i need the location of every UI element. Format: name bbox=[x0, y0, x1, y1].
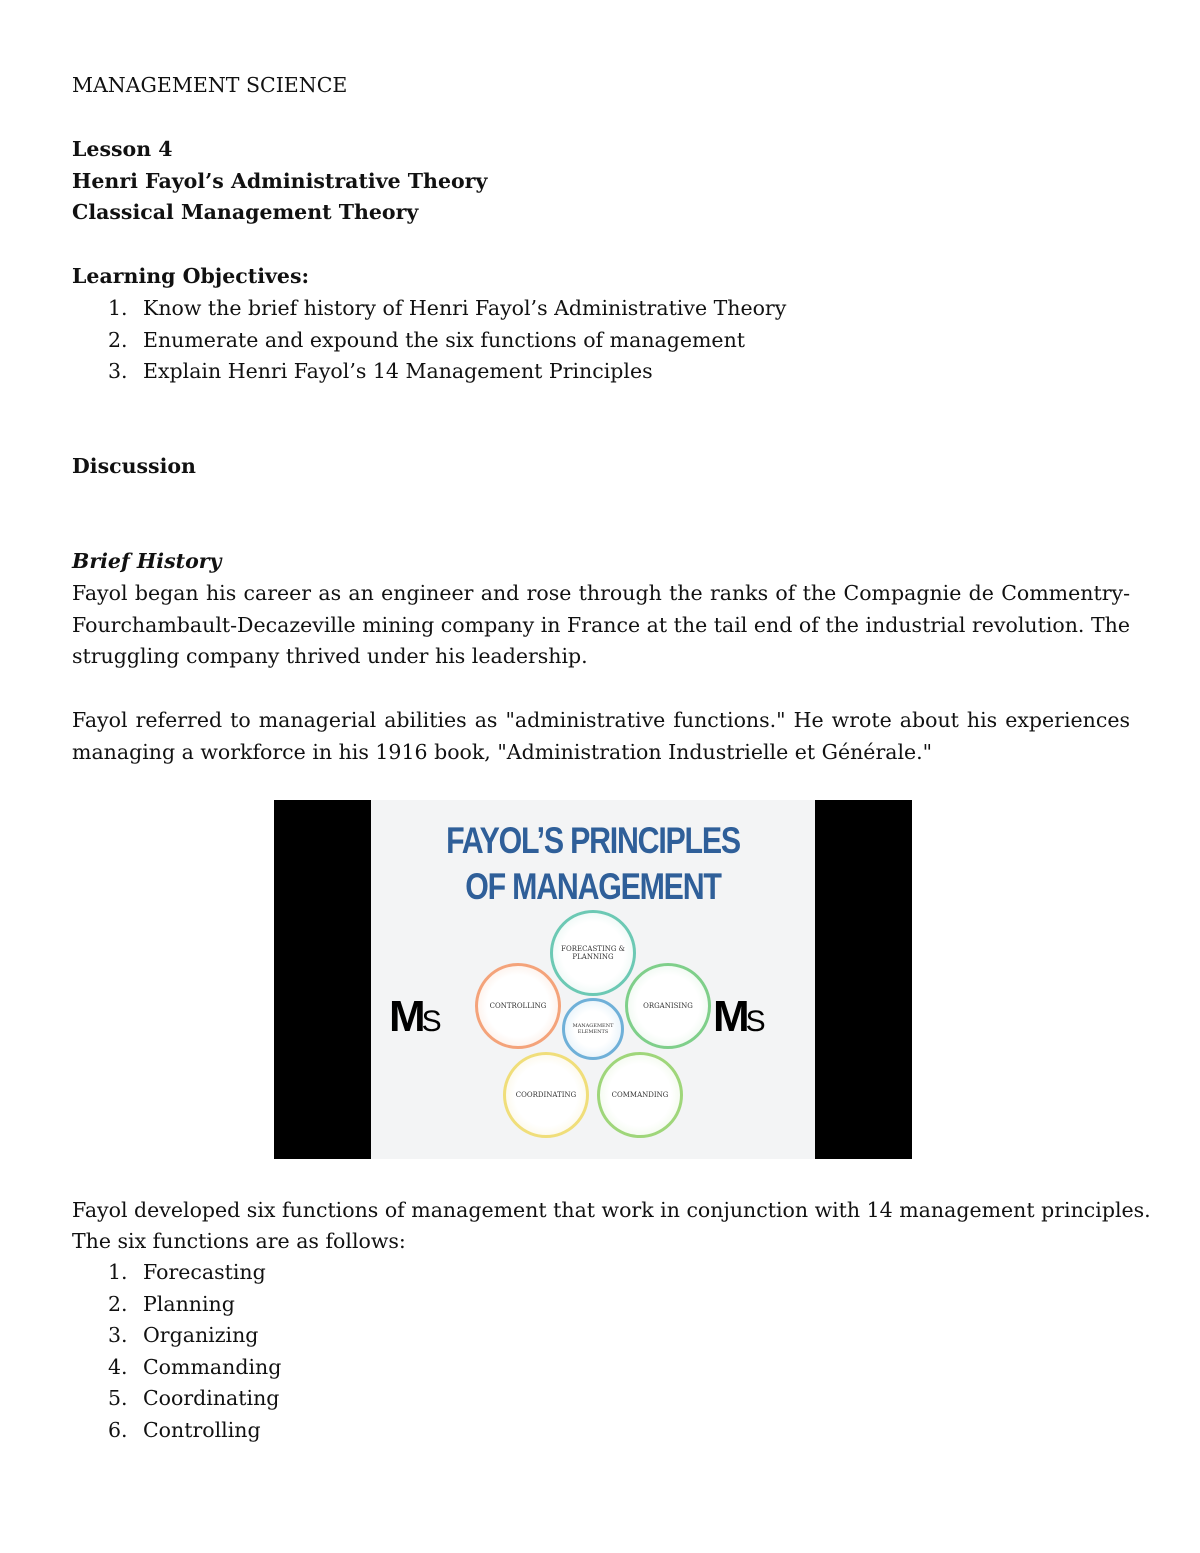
list-item: 3. Organizing bbox=[108, 1323, 259, 1348]
node-controlling: CONTROLLING bbox=[475, 963, 561, 1049]
list-item: 4. Commanding bbox=[108, 1354, 282, 1379]
fayol-principles-image bbox=[274, 800, 912, 1159]
lesson-subtitle: Classical Management Theory bbox=[72, 200, 419, 224]
history-heading: Brief History bbox=[72, 549, 222, 573]
ms-logo-left: MS bbox=[389, 992, 438, 1041]
ms-logo-right: MS bbox=[713, 992, 762, 1041]
node-coordinating: COORDINATING bbox=[503, 1052, 589, 1138]
course-title: MANAGEMENT SCIENCE bbox=[72, 73, 348, 97]
list-item: 1. Forecasting bbox=[108, 1260, 266, 1284]
node-commanding: COMMANDING bbox=[597, 1052, 683, 1138]
functions-list bbox=[72, 1257, 281, 1447]
history-paragraph-1: Fayol began his career as an engineer and rose through the ranks of the Compagnie de Commentry- Fourchambault-Decazeville mining company in France at the tail end of the industrial revolution. The struggling company thrived under his leadership. bbox=[72, 581, 1130, 668]
objectives-heading: Learning Objectives: bbox=[72, 264, 310, 288]
history-paragraph-2: Fayol referred to managerial abilities as "administrative functions." He wrote about his experiences managing a workforce in his 1916 book, "Administration Industrielle et Générale." bbox=[72, 708, 1130, 764]
discussion-heading: Discussion bbox=[72, 454, 196, 478]
node-management-elements: MANAGEMENT ELEMENTS bbox=[562, 998, 624, 1060]
functions-intro-line2: The six functions are as follows: bbox=[72, 1229, 406, 1253]
lesson-number: Lesson 4 bbox=[72, 137, 173, 161]
functions-intro-line1: Fayol developed six functions of management that work in conjunction with 14 management principles. bbox=[72, 1198, 1151, 1222]
list-item: 6. Controlling bbox=[108, 1417, 261, 1442]
list-item: 1. Know the brief history of Henri Fayol’s Administrative Theory bbox=[108, 296, 787, 320]
figure-title-line1: FAYOL’S PRINCIPLES bbox=[446, 820, 740, 861]
objectives-list bbox=[72, 293, 786, 388]
lesson-title: Henri Fayol’s Administrative Theory bbox=[72, 169, 488, 193]
list-item: 2. Enumerate and expound the six functions of management bbox=[108, 327, 746, 352]
list-item: 2. Planning bbox=[108, 1291, 235, 1316]
node-forecasting-planning: FORECASTING & PLANNING bbox=[550, 910, 636, 996]
list-item: 3. Explain Henri Fayol’s 14 Management Principles bbox=[108, 359, 653, 384]
list-item: 5. Coordinating bbox=[108, 1386, 280, 1411]
node-organising: ORGANISING bbox=[625, 963, 711, 1049]
figure-title-line2: OF MANAGEMENT bbox=[465, 866, 721, 907]
